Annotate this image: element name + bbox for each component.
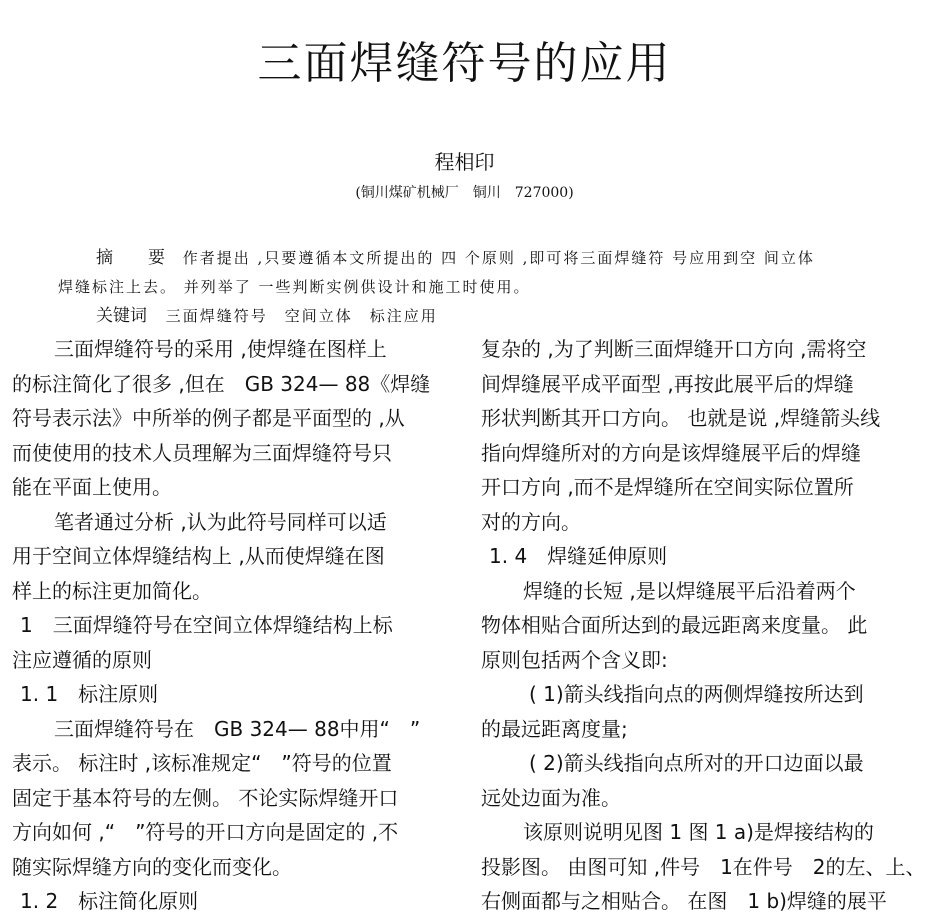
abstract-block <box>58 244 878 331</box>
body-line: 物体相贴合面所达到的最远距离来度量。 此 <box>481 613 868 637</box>
author-name: 程相印 <box>434 150 495 174</box>
body-line: 对的方向。 <box>481 509 581 534</box>
body-line: 投影图。 由图可知 ,件号 1在件号 2的左、上、 <box>481 854 926 879</box>
subsection-heading: 1. 4 焊缝延伸原则 <box>489 544 668 568</box>
author-affiliation: (铜川煤矿机械厂 铜川 727000) <box>355 185 574 201</box>
body-line: 固定于基本符号的左侧。 不论实际焊缝开口 <box>12 785 399 810</box>
body-line: 三面焊缝符号的采用 ,使焊缝在图样上 <box>54 337 387 361</box>
abstract-text: 作者提出 ,只要遵循本文所提出的 四 个原则 ,即可将三面焊缝符 号应用到空 间立体 <box>182 249 815 267</box>
body-line: ( 2)箭头线指向点所对的开口边面以最 <box>529 751 864 775</box>
body-line: 三面焊缝符号在 GB 324— 88中用“ ” <box>54 716 421 741</box>
abstract-label: 摘 要 <box>96 248 174 268</box>
body-line: 的标注简化了很多 ,但在 GB 324— 88《焊缝 <box>12 371 431 396</box>
body-line: 间焊缝展平成平面型 ,再按此展平后的焊缝 <box>481 371 854 396</box>
body-line: 用于空间立体焊缝结构上 ,从而使焊缝在图 <box>12 544 385 568</box>
body-line: 能在平面上使用。 <box>12 475 172 499</box>
abstract-line-2 <box>58 273 878 302</box>
keywords-text: 三面焊缝符号 空间立体 标注应用 <box>165 307 438 325</box>
paper-title: 三面焊缝符号的应用 <box>257 38 672 89</box>
body-line: 随实际焊缝方向的变化而变化。 <box>12 854 292 879</box>
body-line: 形状判断其开口方向。 也就是说 ,焊缝箭头线 <box>481 406 881 430</box>
body-line: 笔者通过分析 ,认为此符号同样可以适 <box>54 509 387 534</box>
abstract-line-1 <box>58 244 878 273</box>
body-line: 方向如何 ,“ ”符号的开口方向是固定的 ,不 <box>12 820 399 844</box>
body-line: 复杂的 ,为了判断三面焊缝开口方向 ,需将空 <box>481 337 867 361</box>
keywords-line <box>58 302 878 331</box>
body-line: 指向焊缝所对的方向是该焊缝展平后的焊缝 <box>481 440 861 465</box>
body-line: ( 1)箭头线指向点的两侧焊缝按所达到 <box>529 682 864 706</box>
body-line: 表示。 标注时 ,该标准规定“ ”符号的位置 <box>12 751 392 775</box>
body-line: 而使使用的技术人员理解为三面焊缝符号只 <box>12 440 392 465</box>
body-column-left <box>12 332 442 919</box>
body-line: 样上的标注更加简化。 <box>12 578 212 603</box>
section-heading: 注应遵循的原则 <box>12 647 152 672</box>
body-column-right <box>481 332 926 919</box>
body-line: 右侧面都与之相贴合。 在图 1 b)焊缝的展平 <box>481 889 887 913</box>
keywords-label: 关键词 <box>96 306 147 326</box>
section-heading: 1 三面焊缝符号在空间立体焊缝结构上标 <box>20 613 393 637</box>
body-line: 原则包括两个含义即: <box>481 647 668 672</box>
body-line: 的最远距离度量; <box>481 716 628 741</box>
body-line: 远处边面为准。 <box>481 785 621 810</box>
subsection-heading: 1. 1 标注原则 <box>20 682 159 706</box>
body-line: 焊缝的长短 ,是以焊缝展平后沿着两个 <box>523 578 856 603</box>
body-line: 该原则说明见图 1 图 1 a)是焊接结构的 <box>523 820 874 844</box>
body-line: 开口方向 ,而不是焊缝所在空间实际位置所 <box>481 475 854 499</box>
abstract-text-continued: 焊缝标注上去。 并列举了 一些判断实例供设计和施工时使用。 <box>58 278 531 296</box>
subsection-heading: 1. 2 标注简化原则 <box>20 889 199 913</box>
body-line: 符号表示法》中所举的例子都是平面型的 ,从 <box>12 406 405 430</box>
